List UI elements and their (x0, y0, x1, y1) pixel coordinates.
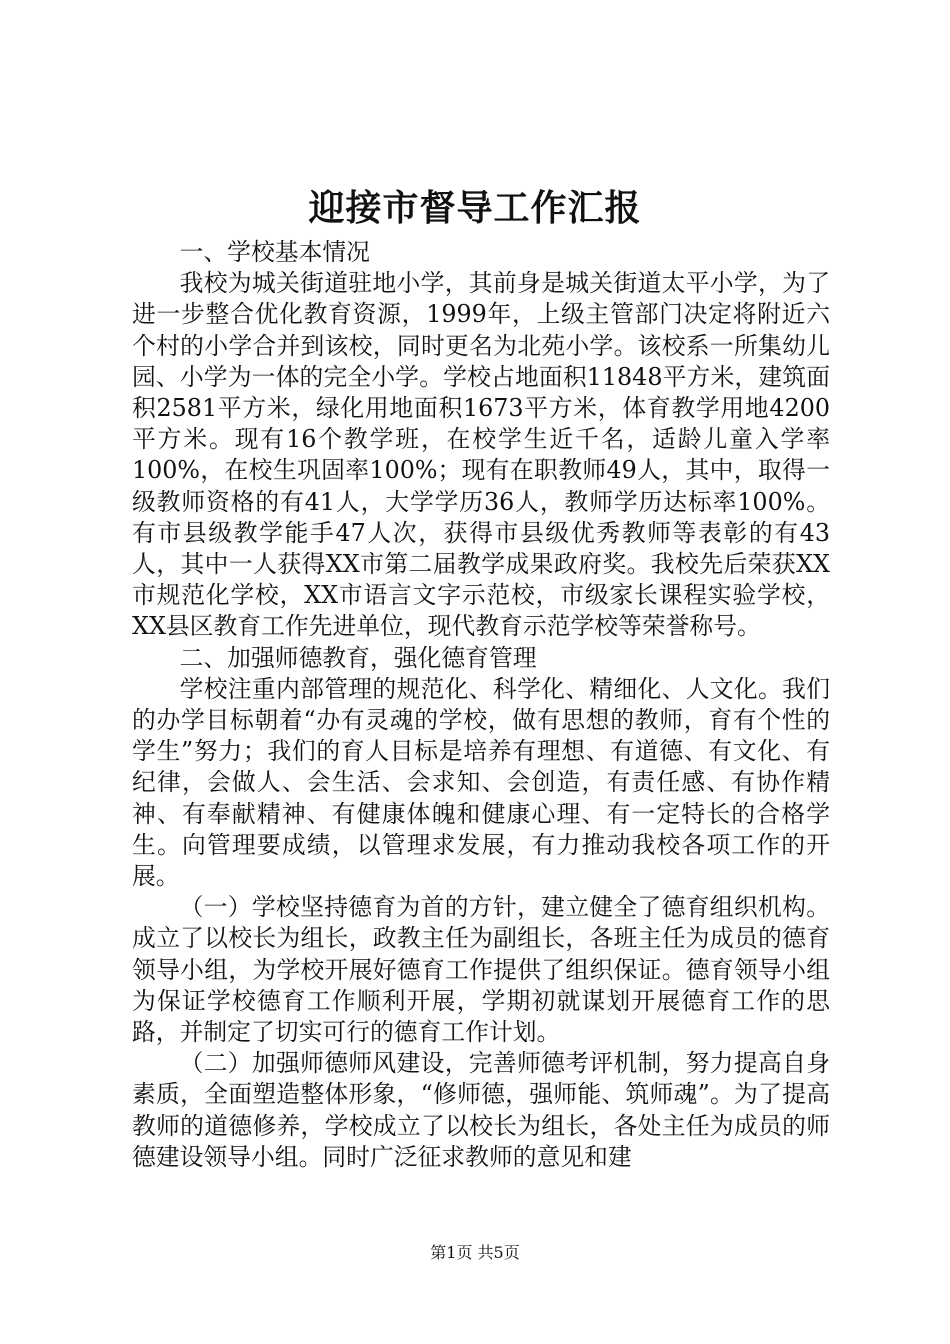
paragraph: （二）加强师德师风建设，完善师德考评机制，努力提高自身素质，全面塑造整体形象，“修师德，强师能、筑师魂”。为了提高教师的道德修养，学校成立了以校长为组长，各处主任为成员的师德建设领导小组。同时广泛征求教师的意见和建 (132, 1049, 830, 1171)
section-heading: 一、学校基本情况 (179, 238, 370, 266)
document-body (132, 237, 830, 1173)
paragraph: 我校为城关街道驻地小学，其前身是城关街道太平小学，为了进一步整合优化教育资源，1999年，上级主管部门决定将附近六个村的小学合并到该校，同时更名为北苑小学。该校系一所集幼儿园、小学为一体的完全小学。学校占地面积11848平方米，建筑面积2581平方米，绿化用地面积1673平方米，体育教学用地4200平方米。现有16个教学班，在校学生近千名，适龄儿童入学率100%，在校生巩固率100%；现有在职教师49人，其中，取得一级教师资格的有41人，大学学历36人，教师学历达标率100%。有市县级教学能手47人次，获得市县级优秀教师等表彰的有43人，其中一人获得XX市第二届教学成果政府奖。我校先后荣获XX市规范化学校，XX市语言文字示范校，市级家长课程实验学校，XX县区教育工作先进单位，现代教育示范学校等荣誉称号。 (132, 269, 830, 641)
paragraph: 学校注重内部管理的规范化、科学化、精细化、人文化。我们的办学目标朝着“办有灵魂的学校，做有思想的教师，育有个性的学生”努力；我们的育人目标是培养有理想、有道德、有文化、有纪律，会做人、会生活、会求知、会创造，有责任感、有协作精神、有奉献精神、有健康体魄和健康心理、有一定特长的合格学生。向管理要成绩，以管理求发展，有力推动我校各项工作的开展。 (132, 674, 830, 891)
paragraph: （一）学校坚持德育为首的方针，建立健全了德育组织机构。成立了以校长为组长，政教主任为副组长，各班主任为成员的德育领导小组，为学校开展好德育工作提供了组织保证。德育领导小组为保证学校德育工作顺利开展，学期初就谋划开展德育工作的思路，并制定了切实可行的德育工作计划。 (132, 893, 830, 1047)
document-title: 迎接市督导工作汇报 (308, 187, 642, 229)
page-number-footer: 第1页 共5页 (430, 1243, 520, 1262)
section-heading: 二、加强师德教育，强化德育管理 (179, 643, 537, 672)
